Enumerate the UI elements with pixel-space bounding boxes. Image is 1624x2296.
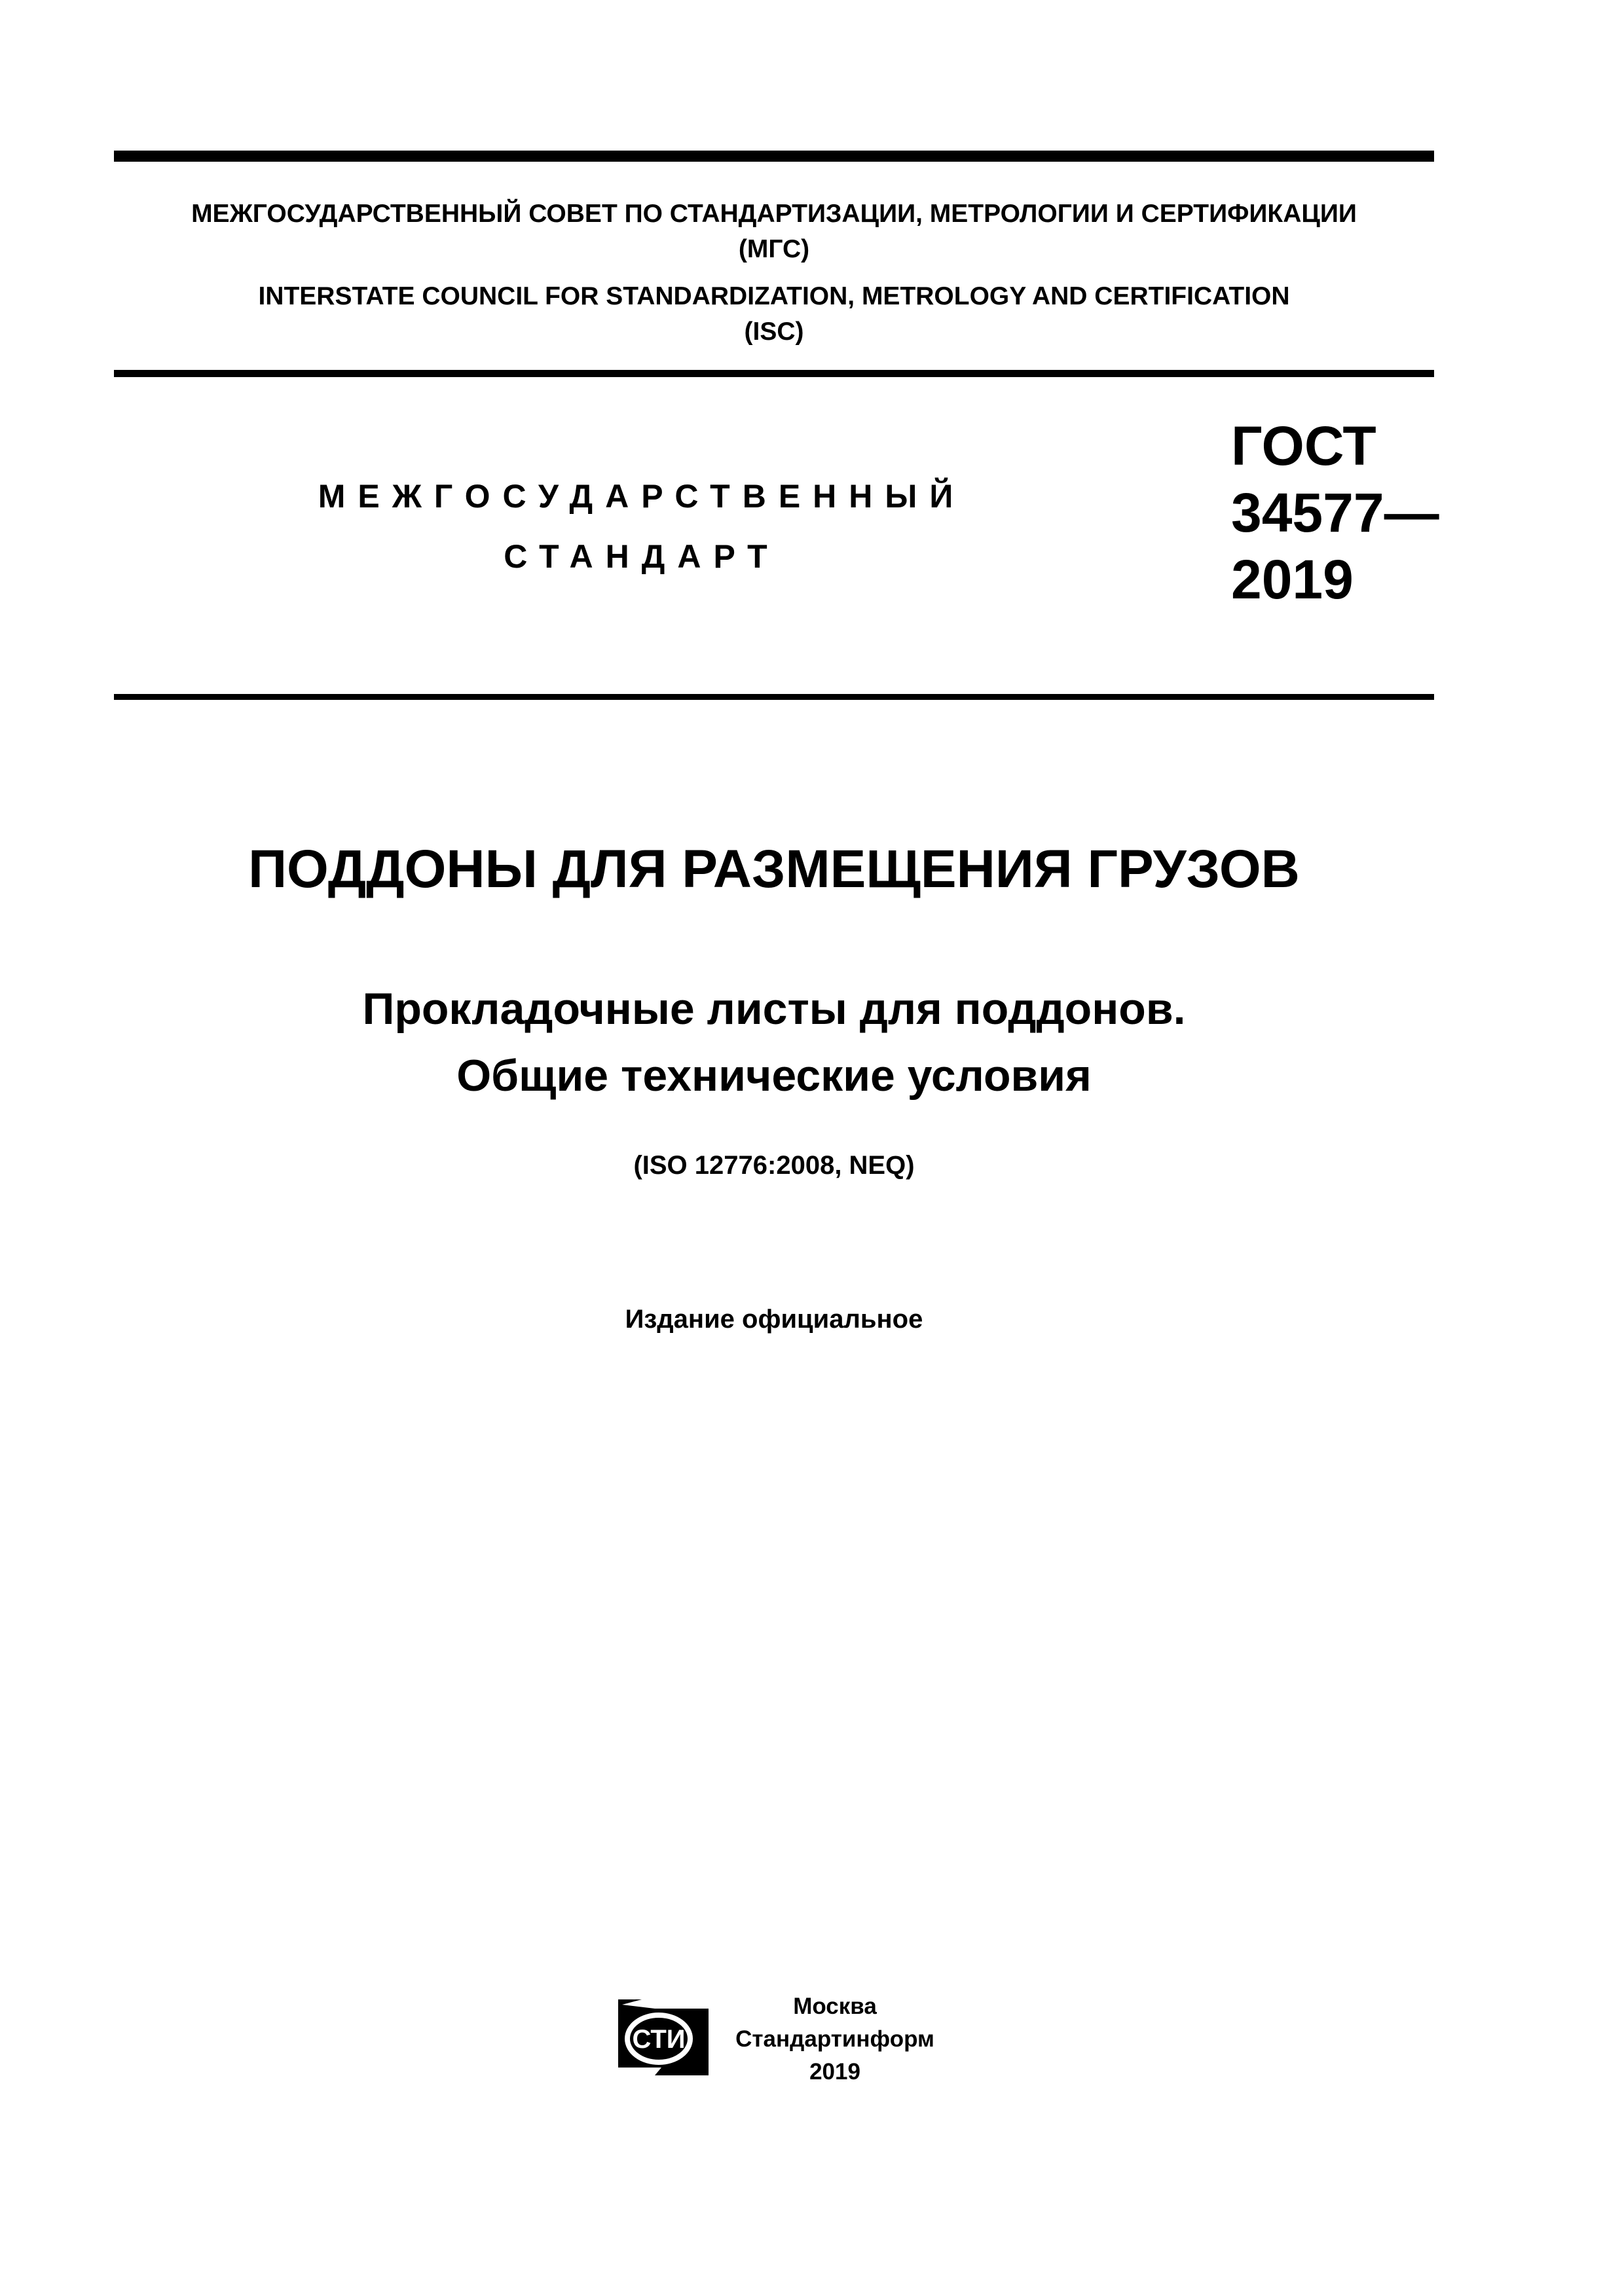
subtitle-line2: Общие технические условия [456, 1051, 1092, 1101]
council-name-en: INTERSTATE COUNCIL FOR STANDARDIZATION, METROLOGY AND CERTIFICATION [258, 282, 1290, 310]
gost-number: 34577— [1231, 482, 1439, 543]
standard-kind-line1: МЕЖГОСУДАРСТВЕННЫЙ [318, 478, 966, 515]
council-abbr-ru: (МГС) [738, 235, 810, 263]
gost-designation [1231, 412, 1439, 613]
council-bottom-rule [114, 370, 1434, 377]
subtitle-line1: Прокладочные листы для поддонов. [362, 984, 1186, 1034]
edition-label: Издание официальное [625, 1305, 923, 1334]
document-subtitle [114, 975, 1434, 1109]
council-header [114, 196, 1434, 350]
publisher-city: Москва [793, 1994, 877, 2019]
publisher-name: Стандартинформ [735, 2026, 934, 2052]
publisher-imprint [714, 1990, 956, 2088]
standard-kind [295, 466, 989, 587]
council-name-ru: МЕЖГОСУДАРСТВЕННЫЙ СОВЕТ ПО СТАНДАРТИЗАЦИИ, МЕТРОЛОГИИ И СЕРТИФИКАЦИИ [191, 200, 1357, 228]
iso-reference: (ISO 12776:2008, NEQ) [633, 1151, 915, 1180]
top-rule [114, 151, 1434, 162]
header-bottom-rule [114, 694, 1434, 700]
publisher-logo [616, 1995, 712, 2079]
gost-prefix: ГОСТ [1231, 415, 1376, 477]
publisher-year: 2019 [809, 2059, 860, 2085]
publisher-logo-text: СТИ [632, 2025, 686, 2054]
council-abbr-en: (ISC) [744, 318, 804, 346]
gost-year: 2019 [1231, 549, 1354, 610]
document-title: ПОДДОНЫ ДЛЯ РАЗМЕЩЕНИЯ ГРУЗОВ [248, 839, 1300, 899]
standard-kind-line2: СТАНДАРТ [504, 538, 780, 575]
